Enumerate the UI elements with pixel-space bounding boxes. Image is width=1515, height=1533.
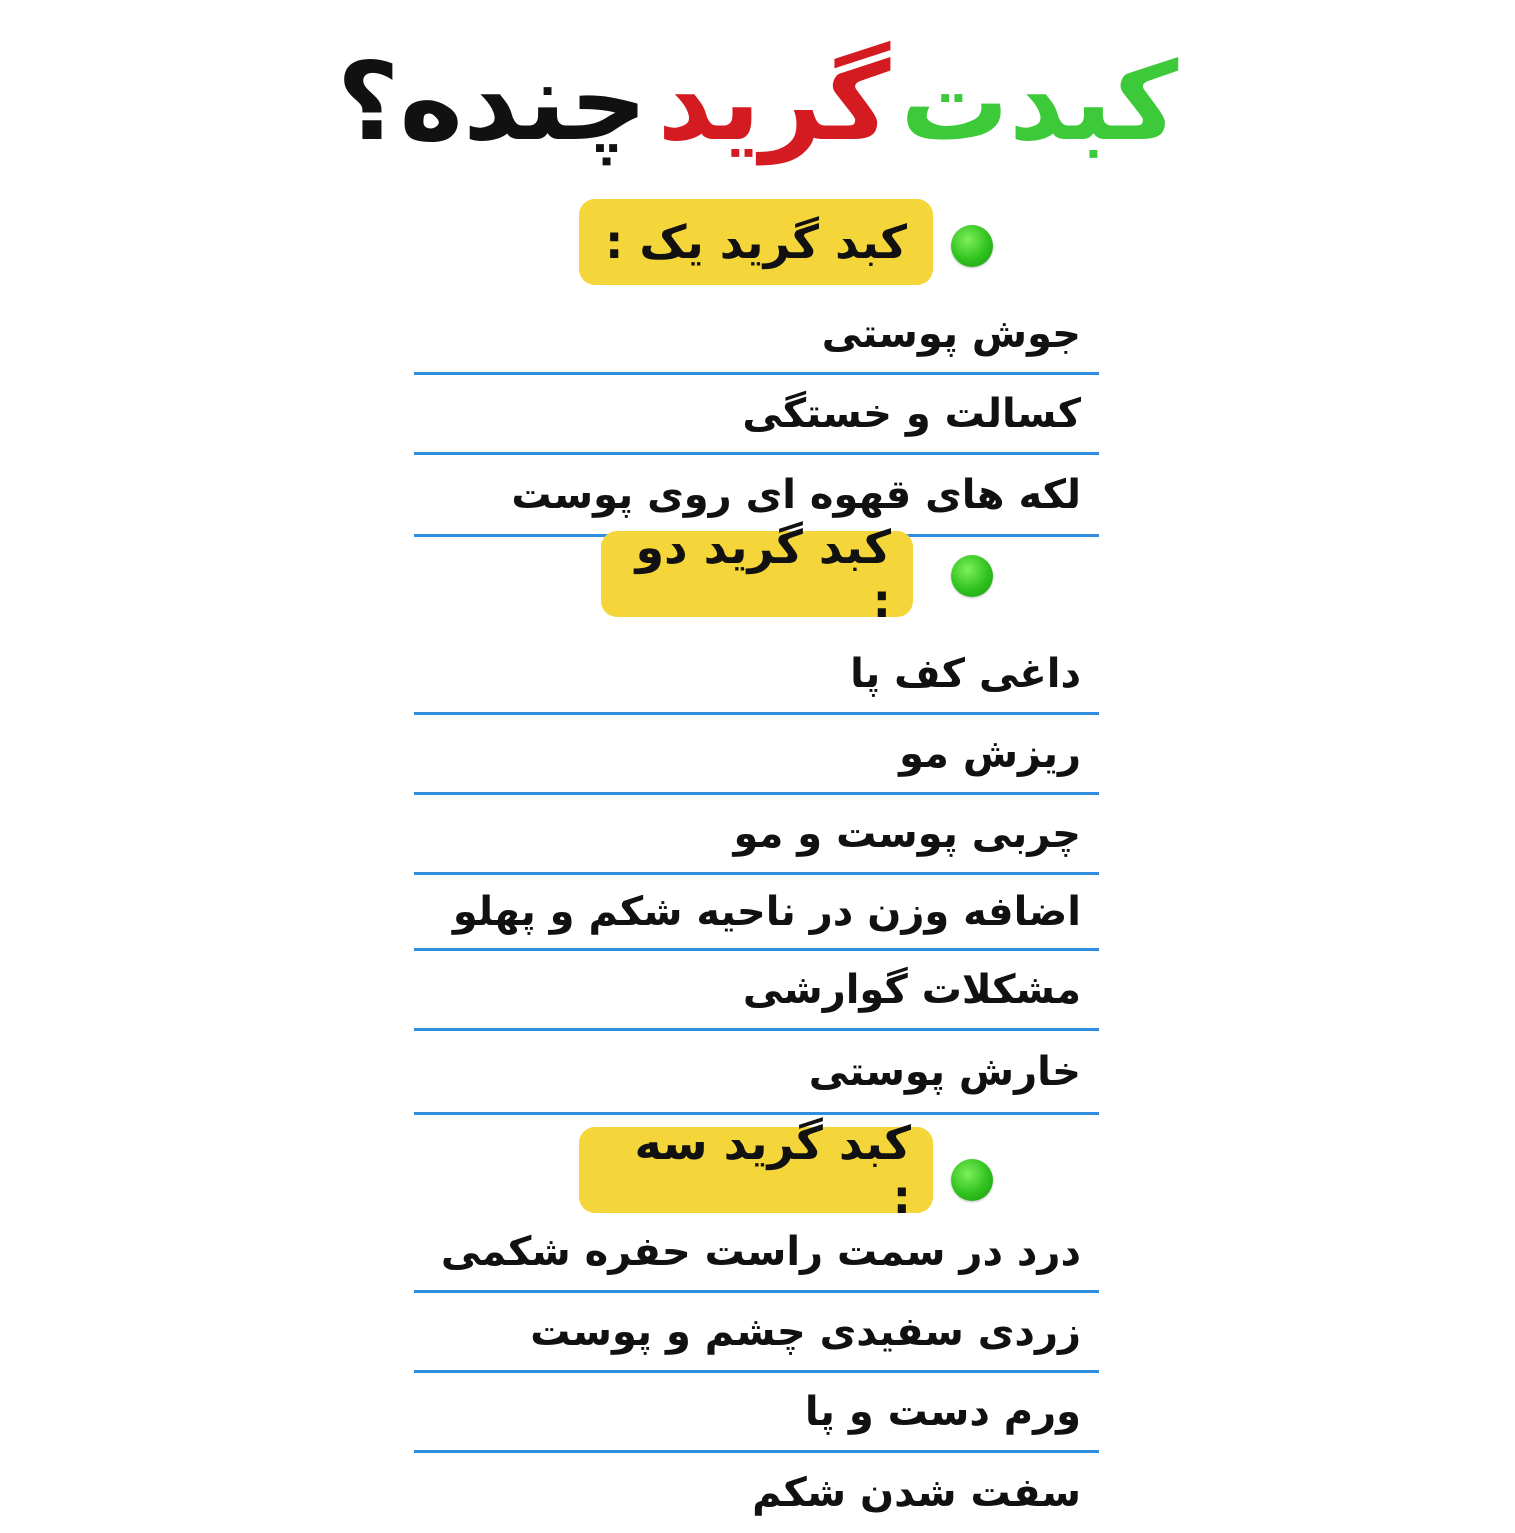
- title-word-how-much: چنده؟: [336, 40, 648, 165]
- title-word-grade: گرید: [657, 40, 891, 165]
- green-bullet-icon: [951, 1159, 993, 1201]
- grade-1-badge: کبد گرید یک :: [579, 199, 933, 285]
- grade-list: [414, 195, 1099, 1533]
- section-heading-grade-3: [414, 1115, 1099, 1224]
- page-title: [0, 18, 1515, 188]
- list-item: چربی پوست و مو: [414, 795, 1099, 875]
- title-word-liver: کبدت: [900, 40, 1179, 165]
- list-item: لکه های قهوه ای روی پوست: [414, 455, 1099, 537]
- list-item: داغی کف پا: [414, 635, 1099, 715]
- section-heading-grade-2: [414, 520, 1099, 635]
- list-item: سفت شدن شکم: [752, 1470, 1081, 1516]
- list-item: درد در سمت راست حفره شکمی: [414, 1213, 1099, 1293]
- grade-2-badge: کبد گرید دو :: [601, 531, 913, 617]
- list-item: زردی سفیدی چشم و پوست: [414, 1293, 1099, 1373]
- list-item: اضافه وزن در ناحیه شکم و پهلو: [414, 875, 1099, 951]
- list-item: ریزش مو: [414, 715, 1099, 795]
- green-bullet-icon: [951, 555, 993, 597]
- list-item: مشکلات گوارشی: [414, 951, 1099, 1031]
- list-item: کسالت و خستگی: [414, 375, 1099, 455]
- section-heading-grade-1: [414, 195, 1099, 295]
- list-item: خارش پوستی: [414, 1031, 1099, 1115]
- list-item: ورم دست و پا: [414, 1373, 1099, 1453]
- green-bullet-icon: [951, 225, 993, 267]
- grade-3-badge: کبد گرید سه :: [579, 1127, 933, 1213]
- list-item: جوش پوستی: [414, 295, 1099, 375]
